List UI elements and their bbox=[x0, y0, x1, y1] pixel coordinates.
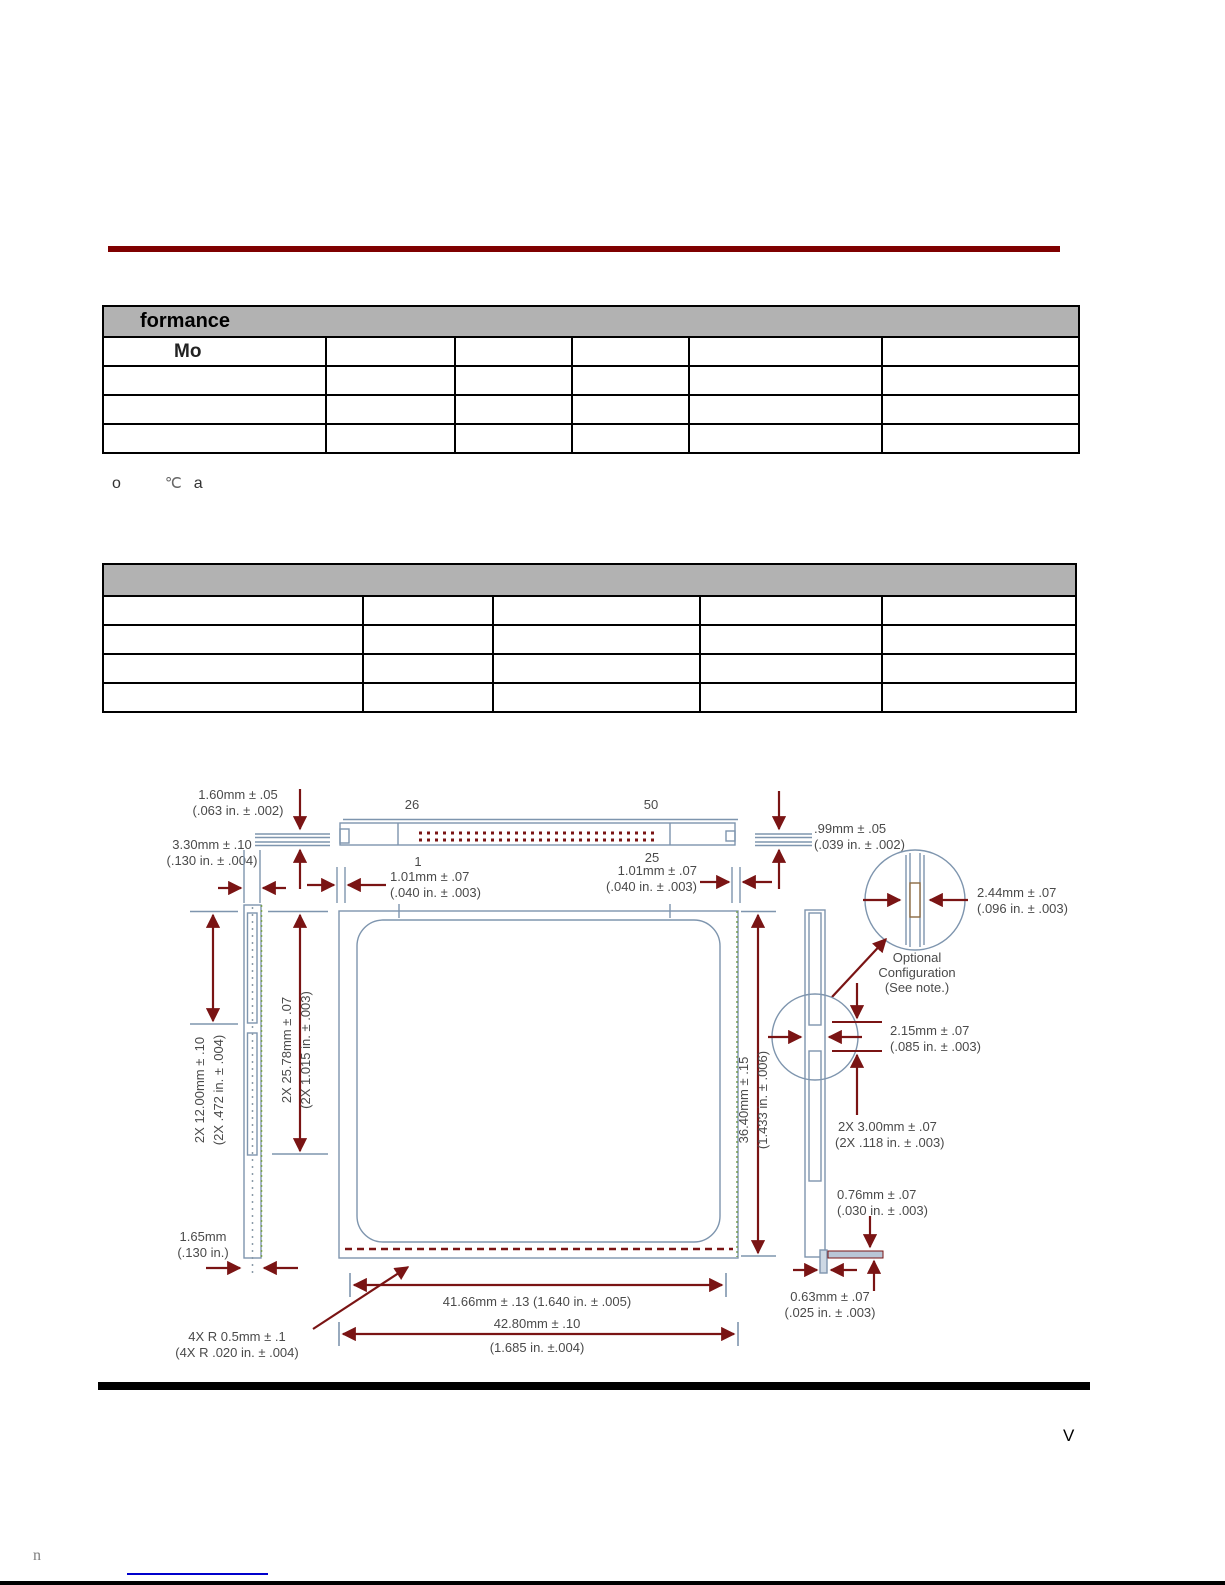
dim-label: 4X R 0.5mm ± .1 bbox=[188, 1329, 286, 1344]
dim-label: (2X .118 in. ± .003) bbox=[835, 1135, 945, 1150]
dim-label: 2X 3.00mm ± .07 bbox=[838, 1119, 937, 1134]
table1-cell bbox=[882, 337, 1079, 366]
dim-label: (1.685 in. ±.004) bbox=[489, 1340, 585, 1355]
dim-2-15mm bbox=[832, 983, 981, 1150]
table1-cell bbox=[103, 366, 326, 395]
dim-label: 1.01mm ± .07 bbox=[390, 869, 470, 884]
dim-41-66mm bbox=[350, 1273, 726, 1309]
footer-link-underline[interactable] bbox=[127, 1573, 268, 1575]
dim-label: 36.40mm ± .15 bbox=[736, 1056, 751, 1144]
side-view-right bbox=[768, 910, 883, 1273]
dim-label: 2.44mm ± .07 bbox=[977, 885, 1057, 900]
dim-0-63mm bbox=[785, 1270, 876, 1320]
dim-label: (.063 in. ± .002) bbox=[192, 803, 284, 818]
celsius-symbol: ℃ bbox=[164, 475, 182, 492]
dim-1-01mm-left bbox=[307, 867, 481, 903]
dim-1-65mm bbox=[177, 1229, 298, 1268]
table2-title bbox=[103, 564, 1076, 596]
black-divider-rule bbox=[98, 1382, 1090, 1390]
dim-1-01mm-right bbox=[606, 863, 772, 903]
dim-label: (.096 in. ± .003) bbox=[977, 901, 1068, 916]
dim-label: (.130 in.) bbox=[177, 1245, 229, 1260]
dim-label: (.130 in. ± .004) bbox=[166, 853, 258, 868]
table1-cell bbox=[455, 337, 572, 366]
dim-label: (.040 in. ± .003) bbox=[606, 879, 697, 894]
bottom-foot bbox=[820, 1250, 827, 1273]
table1-col-header-model: Mo bbox=[103, 337, 326, 366]
side-view-left bbox=[244, 905, 262, 1277]
dim-label: 0.63mm ± .07 bbox=[790, 1289, 870, 1304]
page-bottom-rule bbox=[0, 1581, 1225, 1585]
optional-config-label: Configuration bbox=[878, 965, 956, 980]
footer-corner-text: n bbox=[33, 1547, 41, 1564]
dim-3-30mm bbox=[167, 837, 286, 903]
dim-label: 0.76mm ± .07 bbox=[837, 1187, 917, 1202]
dim-42-80mm bbox=[339, 1316, 738, 1355]
specs-table bbox=[102, 563, 1077, 713]
table1-cell bbox=[103, 424, 326, 453]
connector-top-view bbox=[340, 797, 738, 869]
pin-1-label: 1 bbox=[414, 854, 422, 869]
optional-config-label: (See note.) bbox=[884, 980, 950, 995]
page-mark: V bbox=[1063, 1426, 1075, 1445]
dim-label: 2.15mm ± .07 bbox=[890, 1023, 970, 1038]
table2-cell bbox=[103, 596, 363, 625]
footnote-o: o bbox=[112, 475, 121, 492]
dim-label: .99mm ± .05 bbox=[814, 821, 887, 836]
table2-cell bbox=[103, 654, 363, 683]
dim-25-78mm bbox=[268, 912, 328, 1155]
table1-cell bbox=[326, 337, 455, 366]
optional-config-label: Optional bbox=[892, 950, 942, 965]
dim-label: 41.66mm ± .13 (1.640 in. ± .005) bbox=[442, 1294, 632, 1309]
dim-label: (4X R .020 in. ± .004) bbox=[175, 1345, 299, 1360]
dim-label: 1.60mm ± .05 bbox=[198, 787, 278, 802]
dim-label: 1.01mm ± .07 bbox=[617, 863, 697, 878]
dim-label: 1.65mm bbox=[179, 1229, 227, 1244]
dim-label: 2X 12.00mm ± .10 bbox=[192, 1036, 207, 1144]
footnote-line bbox=[112, 474, 203, 493]
pin-26-label: 26 bbox=[404, 797, 420, 812]
dim-0-99mm bbox=[755, 791, 905, 889]
pin-50-label: 50 bbox=[643, 797, 659, 812]
dim-12-00mm bbox=[190, 912, 238, 1146]
optional-configuration-detail bbox=[832, 850, 1068, 997]
dim-36-40mm bbox=[736, 912, 776, 1257]
table2-cell bbox=[103, 625, 363, 654]
dim-label: (.040 in. ± .003) bbox=[390, 885, 481, 900]
dim-label: 3.30mm ± .10 bbox=[172, 837, 252, 852]
red-divider-rule bbox=[108, 246, 1060, 252]
table2-cell bbox=[103, 683, 363, 712]
bottom-flange bbox=[828, 1251, 883, 1258]
dim-0-76mm bbox=[837, 1187, 928, 1291]
dim-label: (.085 in. ± .003) bbox=[890, 1039, 981, 1054]
dim-label: (2X 1.015 in. ± .003) bbox=[298, 991, 313, 1109]
dim-label: (.030 in. ± .003) bbox=[837, 1203, 928, 1218]
table1-cell bbox=[572, 337, 689, 366]
table1-title: formance bbox=[103, 306, 1079, 337]
dim-corner-radius bbox=[175, 1267, 408, 1360]
package-body bbox=[339, 904, 738, 1258]
footnote-a: a bbox=[193, 475, 203, 492]
dim-label: 42.80mm ± .10 bbox=[493, 1316, 581, 1331]
dim-label: (2X .472 in. ± .004) bbox=[211, 1034, 226, 1146]
dim-label: (.039 in. ± .002) bbox=[814, 837, 905, 852]
performance-table bbox=[102, 305, 1080, 454]
dim-label: (1.433 in. ± .006) bbox=[755, 1050, 770, 1150]
dim-label: 2X 25.78mm ± .07 bbox=[279, 996, 294, 1104]
dim-label: (.025 in. ± .003) bbox=[784, 1305, 876, 1320]
package-dimension-diagram bbox=[100, 755, 1080, 1367]
table1-cell bbox=[689, 337, 882, 366]
pin-25-label: 25 bbox=[644, 850, 660, 865]
table1-cell bbox=[103, 395, 326, 424]
